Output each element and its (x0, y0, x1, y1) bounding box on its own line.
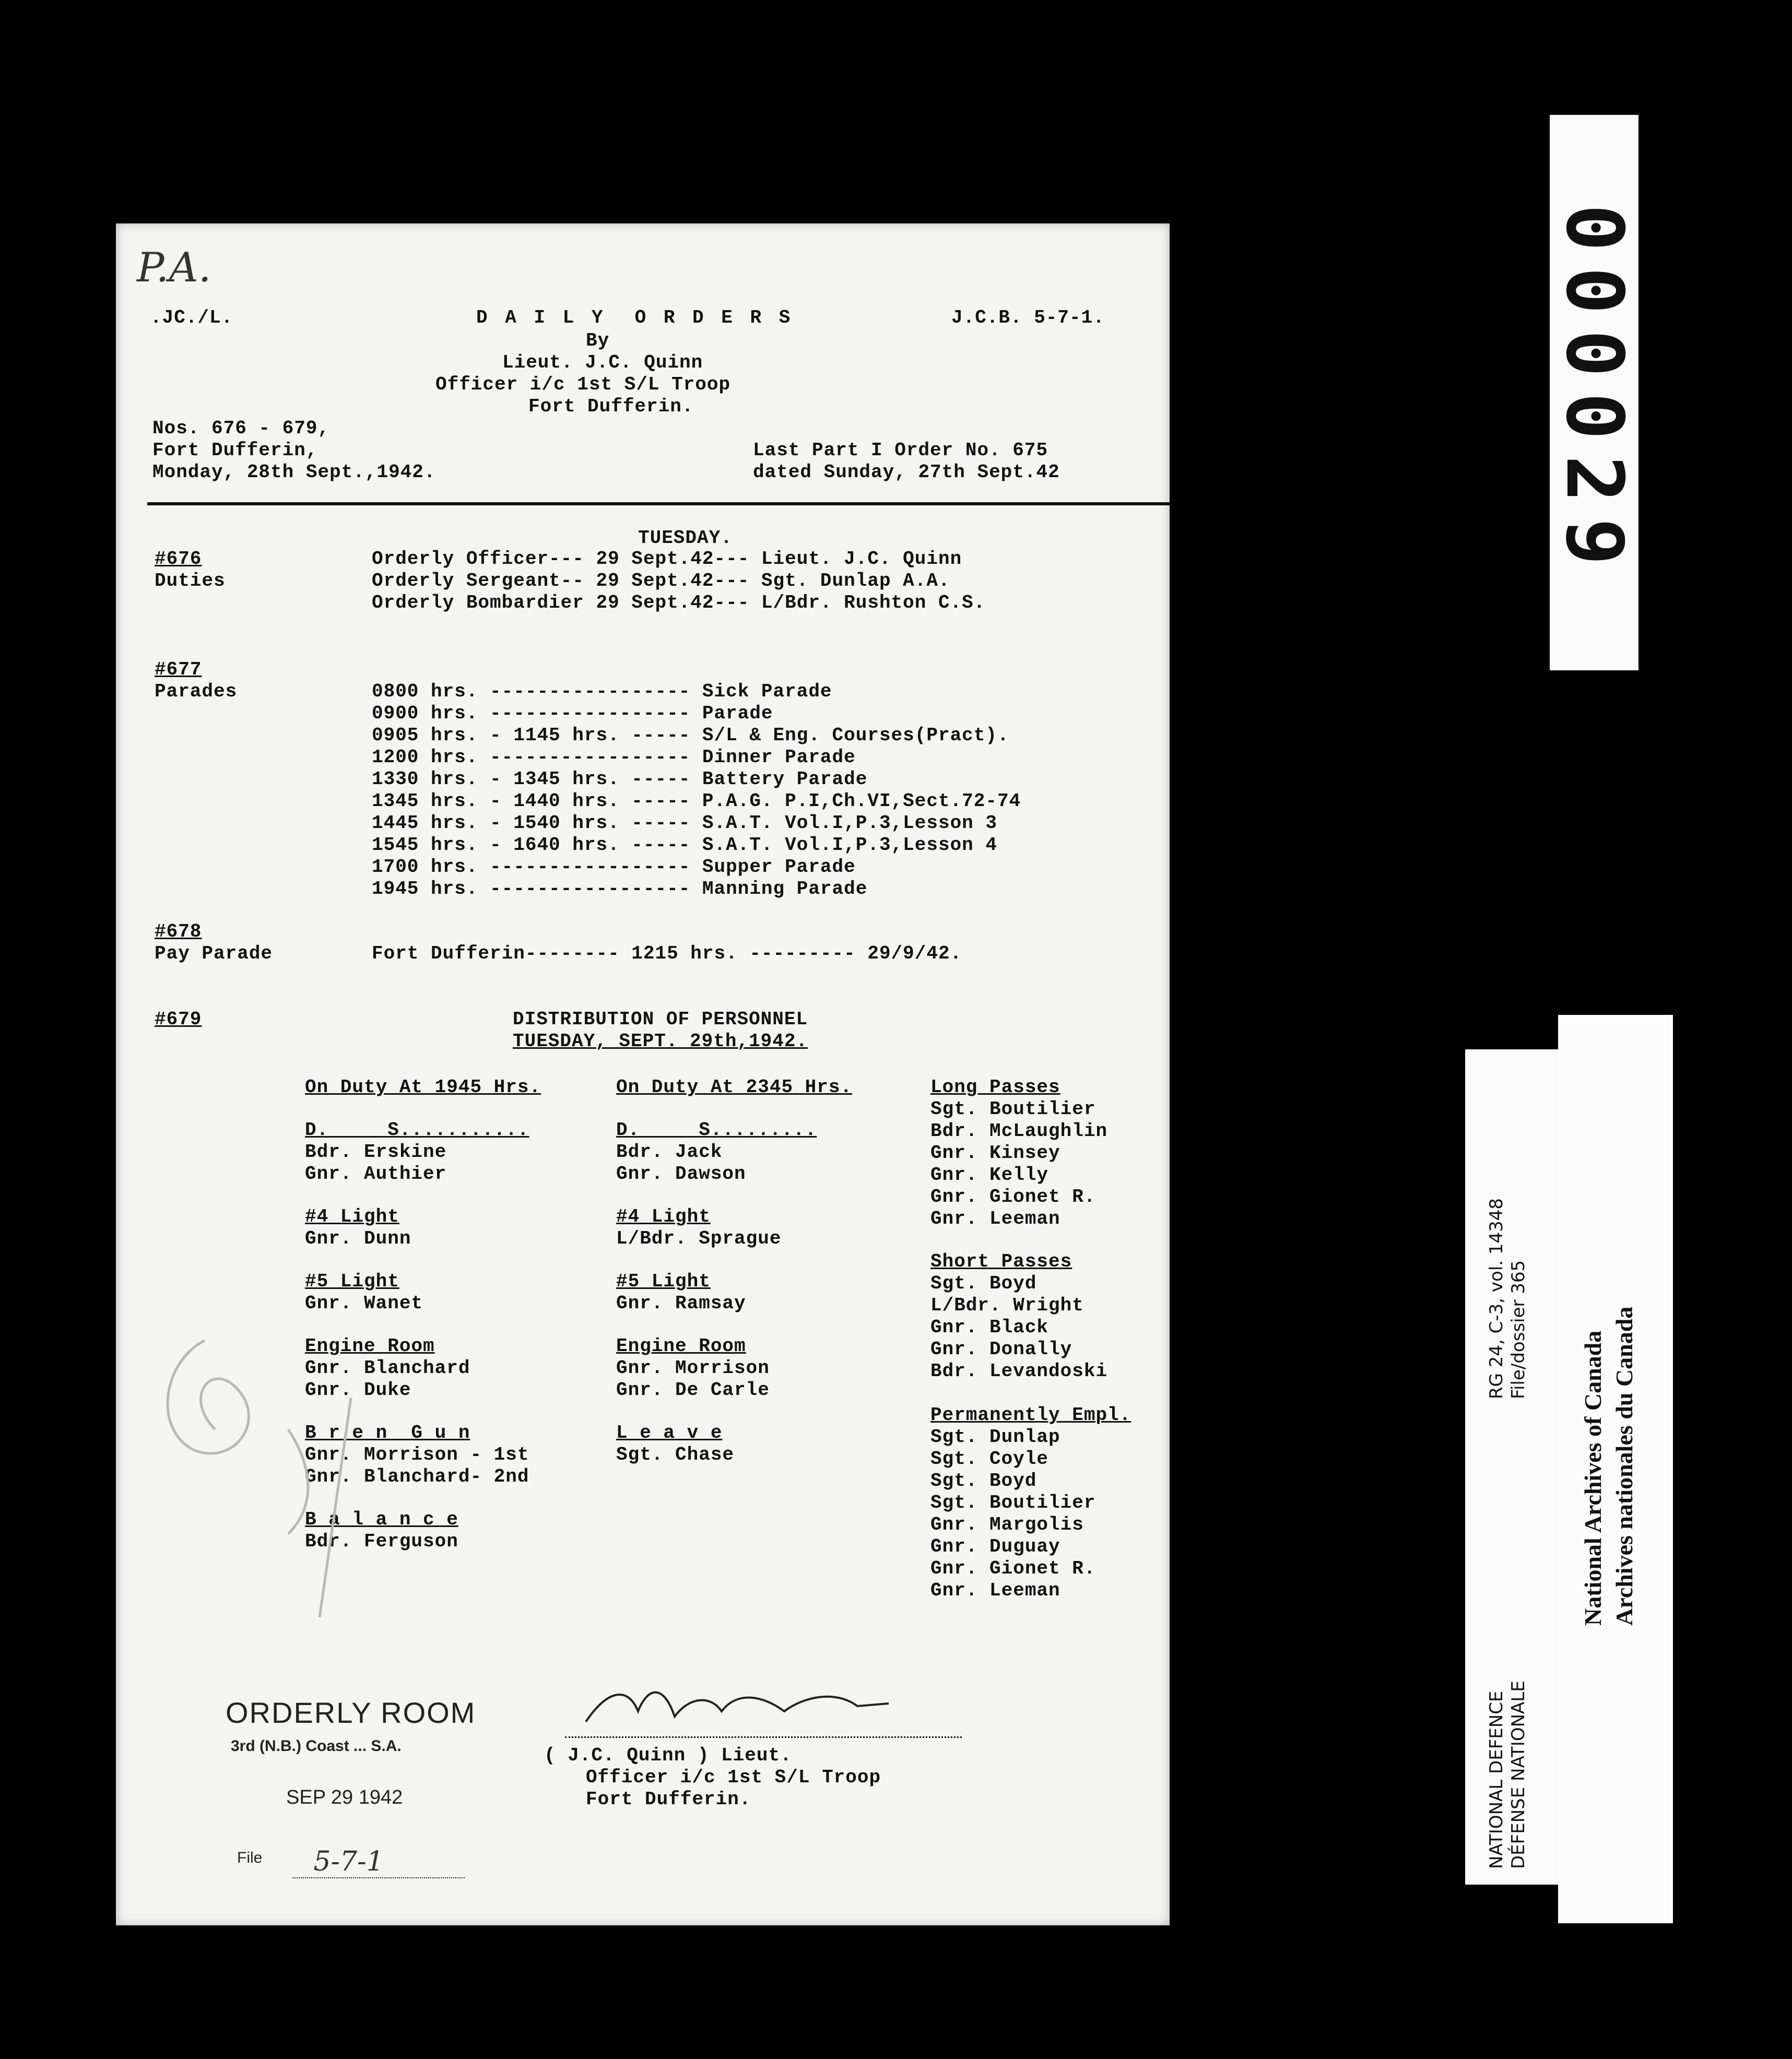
col3-permanently-empl-name: Sgt. Boyd (930, 1470, 1037, 1492)
col3-short-passes-heading: Short Passes (930, 1251, 1072, 1272)
col1-light4-heading: #4 Light (305, 1206, 399, 1227)
col3-permanently-empl-name: Gnr. Margolis (930, 1514, 1084, 1535)
col3-long-passes-name: Gnr. Gionet R. (930, 1186, 1096, 1208)
col2-light4-heading: #4 Light (616, 1206, 711, 1227)
col2-light4-name: L/Bdr. Sprague (616, 1228, 782, 1249)
col1-ds-heading: D. S........... (305, 1119, 529, 1141)
col3-long-passes-name: Gnr. Kinsey (930, 1142, 1060, 1164)
parades-number: #677 (155, 659, 202, 680)
col3-short-passes-name: Gnr. Donally (930, 1339, 1072, 1360)
parade-row: 0900 hrs. ----------------- Parade (372, 703, 773, 724)
pay-parade-row: Fort Dufferin-------- 1215 hrs. --------- 29/9/42. (372, 943, 962, 964)
archive-ref-volume: RG 24, C-3, vol. 14348 (1486, 1198, 1507, 1399)
distribution-title: DISTRIBUTION OF PERSONNEL (513, 1009, 808, 1030)
col3-long-passes-heading: Long Passes (930, 1076, 1060, 1098)
parade-row: 0905 hrs. - 1145 hrs. ----- S/L & Eng. Courses(Pract). (372, 725, 1009, 746)
duty-row: Orderly Officer--- 29 Sept.42--- Lieut. J.C. Quinn (372, 548, 962, 570)
parade-row: 1545 hrs. - 1640 hrs. ----- S.A.T. Vol.I,P.3,Lesson 4 (372, 834, 997, 856)
order-numbers: Nos. 676 - 679, (152, 418, 330, 439)
parade-row: 1330 hrs. - 1345 hrs. ----- Battery Parade (372, 768, 868, 790)
col3-short-passes-name: Gnr. Black (930, 1317, 1049, 1338)
header-by: By (586, 330, 610, 351)
col1-balance-heading: B a l a n c e (305, 1509, 458, 1530)
distribution-subtitle: TUESDAY, SEPT. 29th,1942. (513, 1031, 808, 1052)
header-date: Monday, 28th Sept.,1942. (152, 462, 436, 483)
parade-row: 0800 hrs. ----------------- Sick Parade (372, 681, 832, 702)
col2-ds-name: Bdr. Jack (616, 1141, 723, 1163)
col2-engine-room-name: Gnr. Morrison (616, 1357, 770, 1379)
reference-right: J.C.B. 5-7-1. (951, 307, 1105, 328)
pencil-scribble-mark (132, 1294, 466, 1628)
document-title: D A I L Y O R D E R S (476, 307, 794, 328)
header-location: Fort Dufferin. (528, 396, 694, 417)
frame-number: 000029 (1549, 204, 1640, 581)
col1-ds-name: Bdr. Erskine (305, 1141, 447, 1163)
col3-permanently-empl-name: Gnr. Duguay (930, 1536, 1060, 1557)
col3-short-passes-name: L/Bdr. Wright (930, 1295, 1084, 1316)
col1-heading: On Duty At 1945 Hrs. (305, 1076, 541, 1098)
signature-position: Officer i/c 1st S/L Troop (586, 1767, 881, 1788)
col3-long-passes-name: Gnr. Kelly (930, 1164, 1049, 1186)
stamp-file-value: 5-7-1 (313, 1846, 384, 1877)
corner-handwritten-mark: P.A. (137, 244, 211, 291)
parade-row: 1345 hrs. - 1440 hrs. ----- P.A.G. P.I,Ch.VI,Sect.72-74 (372, 790, 1021, 812)
col1-light5-heading: #5 Light (305, 1271, 399, 1292)
col1-light5-name: Gnr. Wanet (305, 1293, 423, 1314)
col2-light5-heading: #5 Light (616, 1271, 711, 1292)
stamp-title: ORDERLY ROOM (226, 1696, 476, 1729)
duty-row: Orderly Bombardier 29 Sept.42--- L/Bdr. Rushton C.S. (372, 592, 986, 613)
archives-name-fr: Archives nationales du Canada (1611, 1306, 1637, 1626)
parade-row: 1945 hrs. ----------------- Manning Parade (372, 878, 868, 900)
parades-label: Parades (155, 681, 238, 702)
col1-engine-room-heading: Engine Room (305, 1335, 435, 1357)
col2-engine-room-name: Gnr. De Carle (616, 1379, 770, 1401)
col2-light5-name: Gnr. Ramsay (616, 1293, 746, 1314)
col3-short-passes-name: Bdr. Levandoski (930, 1360, 1108, 1382)
col1-balance-name: Bdr. Ferguson (305, 1531, 458, 1552)
duties-number: #676 (155, 548, 202, 570)
last-order: Last Part I Order No. 675 (753, 440, 1048, 461)
col1-engine-room-name: Gnr. Duke (305, 1379, 411, 1401)
col3-permanently-empl-heading: Permanently Empl. (930, 1404, 1131, 1426)
stamp-file-field (273, 1837, 465, 1888)
department-en: NATIONAL DEFENCE (1486, 1690, 1507, 1869)
col3-permanently-empl-name: Gnr. Leeman (930, 1580, 1060, 1601)
signature-name: ( J.C. Quinn ) Lieut. (544, 1745, 792, 1766)
col2-ds-heading: D. S......... (616, 1119, 817, 1141)
col1-ds-name: Gnr. Authier (305, 1163, 447, 1185)
col3-permanently-empl-name: Sgt. Dunlap (930, 1426, 1060, 1448)
pay-parade-number: #678 (155, 921, 202, 942)
col3-long-passes-name: Bdr. McLaughlin (930, 1120, 1108, 1142)
col2-ds-name: Gnr. Dawson (616, 1163, 746, 1185)
distribution-number: #679 (155, 1009, 202, 1030)
parade-row: 1445 hrs. - 1540 hrs. ----- S.A.T. Vol.I,P.3,Lesson 3 (372, 812, 997, 834)
col2-leave-name: Sgt. Chase (616, 1444, 735, 1465)
duties-day: TUESDAY. (638, 527, 733, 549)
col2-leave-heading: L e a v e (616, 1422, 723, 1443)
col1-bren-gun-name: Gnr. Blanchard- 2nd (305, 1466, 529, 1487)
header-position: Officer i/c 1st S/L Troop (435, 374, 731, 395)
col3-short-passes-name: Sgt. Boyd (930, 1273, 1037, 1294)
document-page (116, 223, 1170, 1925)
col2-engine-room-heading: Engine Room (616, 1335, 746, 1357)
col2-heading: On Duty At 2345 Hrs. (616, 1076, 853, 1098)
header-officer: Lieut. J.C. Quinn (502, 352, 703, 373)
signature-line (565, 1721, 962, 1738)
stamp-date: SEP 29 1942 (286, 1786, 403, 1808)
reference-left: .JC./L. (150, 307, 233, 328)
header-place: Fort Dufferin, (152, 440, 318, 461)
duties-label: Duties (155, 570, 226, 591)
col3-long-passes-name: Sgt. Boutilier (930, 1098, 1096, 1120)
archives-name-en: National Archives of Canada (1579, 1330, 1606, 1626)
col3-permanently-empl-name: Sgt. Coyle (930, 1448, 1049, 1470)
stamp-unit: 3rd (N.B.) Coast ... S.A. (231, 1737, 402, 1755)
last-order-date: dated Sunday, 27th Sept.42 (753, 462, 1060, 483)
signature-location: Fort Dufferin. (586, 1789, 751, 1810)
frame-number-strip (1550, 115, 1638, 670)
duty-row: Orderly Sergeant-- 29 Sept.42--- Sgt. Dunlap A.A. (372, 570, 950, 591)
archive-ref-file: File/dossier 365 (1508, 1260, 1529, 1399)
parade-row: 1200 hrs. ----------------- Dinner Parade (372, 747, 856, 768)
national-archives-label (1558, 1015, 1673, 1923)
col1-light4-name: Gnr. Dunn (305, 1228, 411, 1249)
department-fr: DÉFENSE NATIONALE (1508, 1681, 1529, 1869)
col1-bren-gun-heading: B r e n G u n (305, 1422, 470, 1443)
header-rule (147, 502, 1170, 505)
col3-permanently-empl-name: Sgt. Boutilier (930, 1492, 1096, 1513)
col3-permanently-empl-name: Gnr. Gionet R. (930, 1558, 1096, 1579)
parade-row: 1700 hrs. ----------------- Supper Parade (372, 856, 856, 878)
stamp-file-label: File (237, 1849, 263, 1866)
pay-parade-label: Pay Parade (155, 943, 273, 964)
col1-bren-gun-name: Gnr. Morrison - 1st (305, 1444, 529, 1465)
col3-long-passes-name: Gnr. Leeman (930, 1208, 1060, 1229)
col1-engine-room-name: Gnr. Blanchard (305, 1357, 470, 1379)
